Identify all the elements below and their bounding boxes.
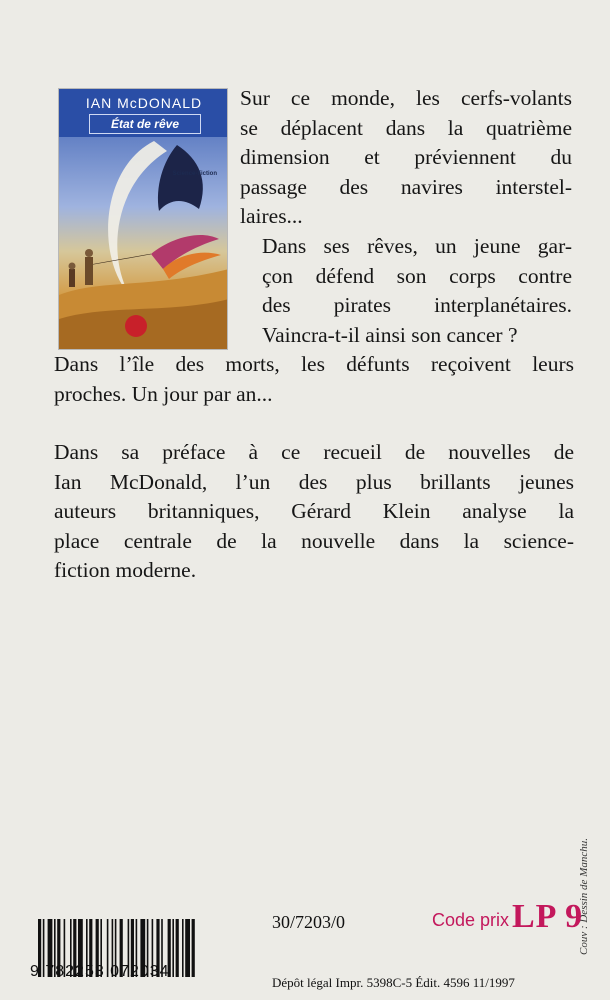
- blurb-line: dimension et préviennent du: [240, 145, 572, 169]
- blurb-line: fiction moderne.: [54, 558, 197, 582]
- blurb-line: çon défend son corps contre: [262, 263, 572, 288]
- blurb-line: Dans sa préface à ce recueil de nouvelles de: [54, 440, 574, 464]
- blurb-line: se déplacent dans la quatrième: [240, 115, 572, 140]
- barcode-bar: [176, 919, 179, 977]
- blurb-line: Sur ce monde, les cerfs-volants: [240, 86, 572, 110]
- cover-author: IAN McDONALD: [85, 95, 203, 111]
- blurb-paragraph-4: [54, 438, 574, 586]
- barcode-bar: [182, 919, 184, 977]
- blurb-line: place centrale de la nouvelle dans la science-: [54, 528, 574, 553]
- blurb-paragraph-3: [54, 350, 574, 409]
- blurb-line: passage des navires interstel-: [240, 174, 572, 199]
- publisher-logo: [125, 315, 147, 337]
- blurb-line: Dans l’île des morts, les défunts reçoivent leurs: [54, 352, 574, 376]
- cover-thumbnail: [58, 88, 228, 350]
- cover-genre: Science-Fiction: [172, 171, 217, 177]
- cover-credit-text: Couv : Dessin de Manchu.: [578, 838, 590, 956]
- blurb-line: proches. Un jour par an...: [54, 381, 273, 406]
- blurb-line: auteurs britanniques, Gérard Klein analyse la: [54, 499, 574, 523]
- cover-title-box: [89, 114, 201, 134]
- barcode-digits: 9 782253 072034: [30, 963, 170, 980]
- blurb-line: Ian McDonald, l’un des plus brillants jeunes: [54, 469, 574, 494]
- barcode-bar: [192, 919, 195, 977]
- blurb-paragraph-2: [262, 232, 572, 350]
- barcode-bar: [185, 919, 190, 977]
- blurb-line: Vaincra-t-il ainsi son cancer ?: [262, 322, 518, 347]
- blurb-line: Dans ses rêves, un jeune gar-: [262, 234, 572, 258]
- blurb-paragraph-1: [240, 84, 572, 232]
- cover-title: État de rêve: [110, 117, 180, 131]
- reference-number: 30/7203/0: [272, 912, 346, 932]
- barcode-bar: [172, 919, 174, 977]
- price-code-label: Code prix: [432, 910, 510, 930]
- legal-deposit: Dépôt légal Impr. 5398C-5 Édit. 4596 11/1997: [272, 975, 515, 990]
- price-code: LP 9: [512, 898, 584, 935]
- blurb-line: laires...: [240, 204, 303, 228]
- blurb-line: des pirates interplanétaires.: [262, 293, 572, 317]
